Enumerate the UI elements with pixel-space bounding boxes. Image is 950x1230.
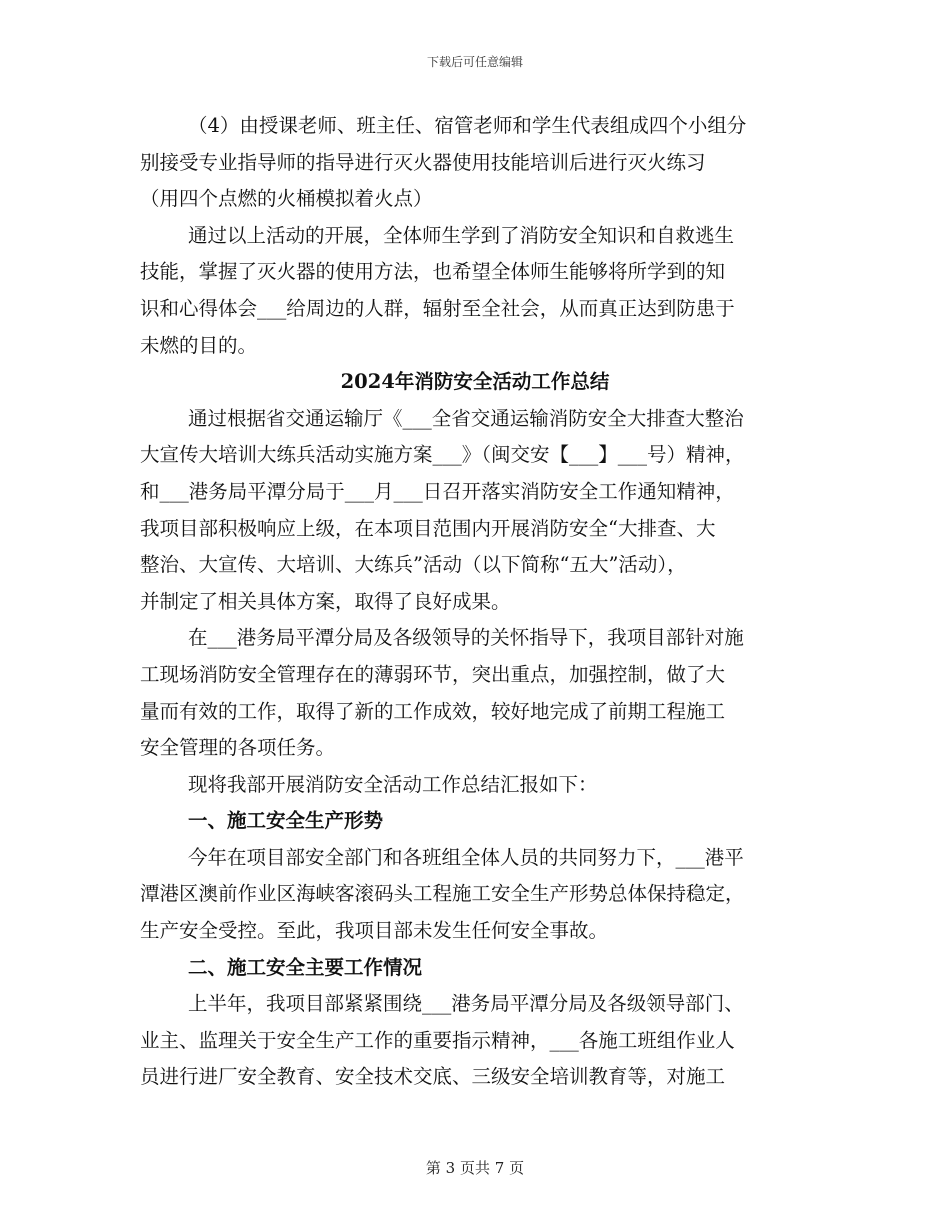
paragraph-line: 大宣传大培训大练兵活动实施方案___》（闽交安【___】___号）精神， [140, 443, 745, 467]
paragraph-line: （用四个点燃的火桶模拟着火点） [140, 187, 433, 211]
paragraph-line: 量而有效的工作，取得了新的工作成效，较好地完成了前期工程施工 [140, 699, 726, 723]
paragraph-line: 工现场消防安全管理存在的薄弱环节，突出重点，加强控制，做了大 [140, 662, 726, 686]
paragraph-line: 通过以上活动的开展，全体师生学到了消防安全知识和自救逃生 [188, 223, 735, 247]
paragraph-line: 通过根据省交通运输厅《___全省交通运输消防安全大排查大整治 [188, 406, 744, 430]
document-title: 2024年消防安全活动工作总结 [340, 370, 610, 394]
paragraph-line: 今年在项目部安全部门和各班组全体人员的共同努力下，___港平 [188, 845, 744, 869]
paragraph-line: 员进行进厂安全教育、安全技术交底、三级安全培训教育等，对施工 [140, 1065, 726, 1089]
paragraph-line: 潭港区澳前作业区海峡客滚码头工程施工安全生产形势总体保持稳定， [140, 882, 745, 906]
paragraph-line: 我项目部积极响应上级，在本项目范围内开展消防安全“大排查、大 [140, 516, 716, 540]
paragraph-line: 整治、大宣传、大培训、大练兵”活动（以下简称“五大”活动）， [140, 553, 687, 577]
paragraph-line: 生产安全受控。至此，我项目部未发生任何安全事故。 [140, 919, 609, 943]
paragraph-line: 和___港务局平潭分局于___月___日召开落实消防安全工作通知精神， [140, 479, 735, 503]
paragraph-line: 在___港务局平潭分局及各级领导的关怀指导下，我项目部针对施 [188, 626, 744, 650]
paragraph-line: 别接受专业指导师的指导进行灭火器使用技能培训后进行灭火练习 [140, 150, 706, 174]
paragraph-line: 安全管理的各项任务。 [140, 736, 336, 760]
paragraph-line: 技能，掌握了灭火器的使用方法，也希望全体师生能够将所学到的知 [140, 260, 726, 284]
paragraph-line: 上半年，我项目部紧紧围绕___港务局平潭分局及各级领导部门、 [188, 992, 744, 1016]
paragraph-line: 未燃的目的。 [140, 333, 258, 357]
paragraph-line: 业主、监理关于安全生产工作的重要指示精神，___各施工班组作业人 [140, 1028, 735, 1052]
paragraph-line: 并制定了相关具体方案，取得了良好成果。 [140, 589, 511, 613]
paragraph-line: 现将我部开展消防安全活动工作总结汇报如下： [188, 772, 598, 796]
paragraph-line: （4）由授课老师、班主任、宿管老师和学生代表组成四个小组分 [188, 114, 747, 137]
section-heading: 二、施工安全主要工作情况 [188, 955, 423, 979]
page-footer: 第 3 页共 7 页 [425, 1159, 525, 1177]
section-heading: 一、施工安全生产形势 [188, 809, 384, 833]
page-header: 下载后可任意编辑 [426, 55, 523, 69]
paragraph-line: 识和心得体会___给周边的人群，辐射至全社会，从而真正达到防患于 [140, 296, 735, 320]
document-body [140, 108, 810, 1096]
